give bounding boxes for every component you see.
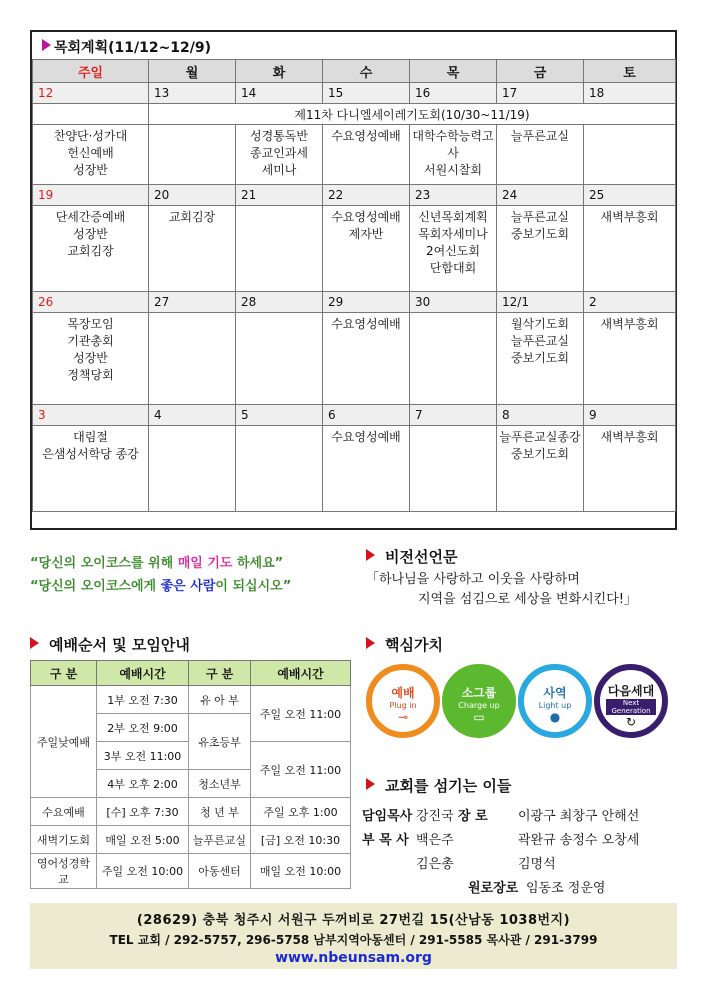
event-cell xyxy=(149,426,236,512)
date-cell: 13 xyxy=(149,83,236,104)
event-item: 월삭기도회 xyxy=(511,317,569,331)
triangle-bullet-icon xyxy=(42,39,51,51)
event-cell xyxy=(410,313,497,405)
event-cell xyxy=(323,426,410,512)
worship-table xyxy=(30,660,351,889)
event-cell xyxy=(236,206,323,292)
core-values-title: 핵심가치 xyxy=(385,636,443,654)
date-cell: 14 xyxy=(236,83,323,104)
event-cell xyxy=(410,206,497,292)
person-name: 김명석 xyxy=(518,857,556,872)
website-link[interactable]: www.nbeunsam.org xyxy=(275,950,432,966)
service-time: 4부 오후 2:00 xyxy=(97,770,189,798)
value-ministry xyxy=(518,664,592,738)
group-name: 유 아 부 xyxy=(189,686,251,714)
service-time: 2부 오전 9:00 xyxy=(97,714,189,742)
event-cell xyxy=(497,313,584,405)
date-cell: 22 xyxy=(323,185,410,206)
role-label: 부 목 사 xyxy=(362,833,409,848)
person-names: 곽완규 송정수 오창세 xyxy=(518,833,640,848)
event-cell xyxy=(33,206,149,292)
event-cell xyxy=(149,206,236,292)
weekday-wed: 수 xyxy=(323,60,410,83)
event-item: 은샘성서학당 종강 xyxy=(42,447,139,461)
event-cell xyxy=(236,125,323,185)
person-name: 강진국 xyxy=(416,809,454,824)
date-cell: 27 xyxy=(149,292,236,313)
date-row xyxy=(33,405,676,426)
cycle-icon: ↻ xyxy=(625,715,637,729)
service-name: 새벽기도회 xyxy=(31,826,97,854)
event-row xyxy=(33,125,676,185)
weekday-thu: 목 xyxy=(410,60,497,83)
date-cell: 18 xyxy=(584,83,676,104)
event-item: 늘푸른교실 xyxy=(511,210,569,224)
service-time: 3부 오전 11:00 xyxy=(97,742,189,770)
core-values-heading xyxy=(366,634,443,655)
date-row xyxy=(33,292,676,313)
date-cell: 20 xyxy=(149,185,236,206)
event-cell xyxy=(410,125,497,185)
weekday-row xyxy=(33,60,676,83)
event-item: 단합대회 xyxy=(429,261,477,275)
value-label: 사역 xyxy=(543,686,567,700)
triangle-bullet-icon xyxy=(366,637,375,649)
group-name: 청 년 부 xyxy=(189,798,251,826)
event-item: 교회김장 xyxy=(67,244,114,258)
quote-text: “당신의 오이코스에게 xyxy=(30,579,161,594)
person-name: 김은총 xyxy=(416,857,454,872)
col-header: 구 분 xyxy=(189,661,251,686)
date-cell: 17 xyxy=(497,83,584,104)
weekday-tue: 화 xyxy=(236,60,323,83)
event-item: 수요영성예배 xyxy=(331,317,401,331)
quote-text: 이 되십시오” xyxy=(215,579,292,594)
date-cell: 28 xyxy=(236,292,323,313)
event-cell xyxy=(236,313,323,405)
event-cell xyxy=(33,125,149,185)
event-cell xyxy=(236,426,323,512)
group-time: 주일 오전 11:00 xyxy=(251,686,351,742)
event-row xyxy=(33,426,676,512)
service-time: [수] 오후 7:30 xyxy=(97,798,189,826)
vision-title: 비전선언문 xyxy=(385,548,458,566)
event-cell xyxy=(33,426,149,512)
event-item: 제자반 xyxy=(348,227,384,241)
event-item: 성장반 xyxy=(73,351,108,365)
footer xyxy=(30,903,677,969)
event-item: 수요영성예배 xyxy=(331,430,401,444)
date-cell: 8 xyxy=(497,405,584,426)
value-subtitle: Charge up xyxy=(458,701,500,710)
servants-title: 교회를 섬기는 이들 xyxy=(385,777,512,795)
date-cell: 7 xyxy=(410,405,497,426)
weekday-fri: 금 xyxy=(497,60,584,83)
event-cell xyxy=(149,313,236,405)
group-name: 청소년부 xyxy=(189,770,251,798)
event-item: 기관총회 xyxy=(67,334,114,348)
value-subtitle: Plug in xyxy=(389,701,417,710)
quote-text: 하세요” xyxy=(232,556,284,571)
event-item: 새벽부흥회 xyxy=(600,317,659,331)
quote-highlight: 좋은 사람 xyxy=(160,579,216,594)
event-cell xyxy=(323,206,410,292)
plug-icon: ⊸ xyxy=(397,710,409,724)
daniel-prayer-banner: 제11차 다니엘세이레기도회(10/30~11/19) xyxy=(149,104,676,125)
event-cell xyxy=(33,313,149,405)
banner-row xyxy=(33,104,676,125)
event-cell xyxy=(149,125,236,185)
service-time: 1부 오전 7:30 xyxy=(97,686,189,714)
address: (28629) 충북 청주시 서원구 두꺼비로 27번길 15(산남동 1038번지) xyxy=(136,913,571,928)
role-label: 담임목사 xyxy=(362,809,413,824)
date-cell: 4 xyxy=(149,405,236,426)
servants-heading xyxy=(366,775,511,796)
vision-statement xyxy=(366,570,637,610)
event-item: 성장반 xyxy=(73,163,108,177)
date-row xyxy=(33,185,676,206)
event-item: 늘푸른교실종강 xyxy=(499,430,581,444)
date-cell: 12/1 xyxy=(497,292,584,313)
quote-good-person xyxy=(30,575,291,594)
event-item: 수요영성예배 xyxy=(331,129,401,143)
triangle-bullet-icon xyxy=(366,549,375,561)
calendar xyxy=(30,30,677,530)
event-cell xyxy=(584,125,676,185)
group-name: 아동센터 xyxy=(189,854,251,889)
event-item: 교회김장 xyxy=(168,210,216,224)
worship-title: 예배순서 및 모임안내 xyxy=(49,636,190,654)
event-item: 대학수학능력고사 xyxy=(412,129,494,160)
date-cell: 19 xyxy=(33,185,149,206)
event-item: 중보기도회 xyxy=(511,351,569,365)
event-item: 서원시찰회 xyxy=(424,163,482,177)
event-row xyxy=(33,206,676,292)
date-cell: 23 xyxy=(410,185,497,206)
date-cell: 6 xyxy=(323,405,410,426)
lightbulb-icon: ● xyxy=(549,710,561,724)
date-cell: 30 xyxy=(410,292,497,313)
group-time: 매일 오전 10:00 xyxy=(251,854,351,889)
date-cell: 9 xyxy=(584,405,676,426)
service-name: 영어성경학교 xyxy=(31,854,97,889)
person-names: 임동조 정운영 xyxy=(526,881,606,896)
col-header: 예배시간 xyxy=(97,661,189,686)
quote-pray xyxy=(30,552,283,571)
date-cell: 26 xyxy=(33,292,149,313)
event-item: 새벽부흥회 xyxy=(600,430,659,444)
event-item: 성경통독반 xyxy=(250,129,308,143)
value-label: 예배 xyxy=(391,686,415,700)
event-item: 신년목회계획 xyxy=(418,210,488,224)
group-time: [금] 오전 10:30 xyxy=(251,826,351,854)
value-next-generation xyxy=(594,664,668,738)
date-row xyxy=(33,83,676,104)
service-time: 매일 오전 5:00 xyxy=(97,826,189,854)
date-cell: 24 xyxy=(497,185,584,206)
quote-highlight: 매일 기도 xyxy=(177,556,233,571)
event-item: 대림절 xyxy=(73,430,108,444)
event-cell xyxy=(497,206,584,292)
calendar-title: 목회계획(11/12~12/9) xyxy=(54,40,212,56)
date-cell: 29 xyxy=(323,292,410,313)
value-label: 소그룹 xyxy=(461,686,497,700)
triangle-bullet-icon xyxy=(366,778,375,790)
event-item: 성장반 xyxy=(73,227,108,241)
value-label: 다음세대 xyxy=(607,684,655,698)
calendar-header xyxy=(32,32,675,60)
event-item: 수요영성예배 xyxy=(331,210,401,224)
phone-numbers: TEL 교회 / 292-5757, 296-5758 남부지역아동센터 / 291-5585 목사관 / 291-3799 xyxy=(109,933,598,947)
event-item: 세미나 xyxy=(261,163,297,177)
service-time: 주일 오전 10:00 xyxy=(97,854,189,889)
event-cell xyxy=(497,125,584,185)
value-subtitle: Light up xyxy=(538,701,572,710)
event-cell xyxy=(584,206,676,292)
event-item: 중보기도회 xyxy=(511,447,569,461)
event-item: 단세간증예배 xyxy=(55,210,126,224)
date-cell: 5 xyxy=(236,405,323,426)
vision-heading xyxy=(366,546,457,567)
value-subtitle: Next Generation xyxy=(606,699,656,715)
event-item: 새벽부흥회 xyxy=(600,210,659,224)
date-cell: 2 xyxy=(584,292,676,313)
event-row xyxy=(33,313,676,405)
person-names: 이광구 최창구 안해선 xyxy=(518,809,640,824)
value-smallgroup xyxy=(442,664,516,738)
triangle-bullet-icon xyxy=(30,637,39,649)
event-cell xyxy=(410,426,497,512)
date-cell: 25 xyxy=(584,185,676,206)
event-item: 헌신예배 xyxy=(67,146,114,160)
person-name: 백은주 xyxy=(416,833,454,848)
event-cell xyxy=(584,426,676,512)
date-cell: 21 xyxy=(236,185,323,206)
col-header: 예배시간 xyxy=(251,661,351,686)
event-item: 종교인과세 xyxy=(250,146,308,160)
col-header: 구 분 xyxy=(31,661,97,686)
group-name: 늘푸른교실 xyxy=(189,826,251,854)
event-item: 중보기도회 xyxy=(511,227,569,241)
role-label: 원로장로 xyxy=(468,881,519,896)
date-cell: 12 xyxy=(33,83,149,104)
calendar-table xyxy=(32,59,676,512)
weekday-sat: 토 xyxy=(584,60,676,83)
date-cell: 3 xyxy=(33,405,149,426)
value-worship xyxy=(366,664,440,738)
event-cell xyxy=(584,313,676,405)
service-name: 수요예배 xyxy=(31,798,97,826)
event-item: 2여신도회 xyxy=(425,244,480,258)
role-label: 장 로 xyxy=(458,809,488,824)
event-cell xyxy=(323,125,410,185)
group-time: 주일 오전 11:00 xyxy=(251,742,351,798)
event-cell xyxy=(323,313,410,405)
date-cell: 16 xyxy=(410,83,497,104)
core-values xyxy=(366,664,678,744)
vision-line: 「하나님을 사랑하고 이웃을 사랑하며 xyxy=(366,572,580,587)
quote-text: “당신의 오이코스를 위해 xyxy=(30,556,178,571)
event-cell xyxy=(497,426,584,512)
group-name: 유초등부 xyxy=(189,714,251,770)
sunday-service-label: 주일낮예배 xyxy=(31,686,97,798)
battery-icon: ▭ xyxy=(473,710,485,724)
event-item: 찬양단·성가대 xyxy=(53,129,128,143)
weekday-mon: 월 xyxy=(149,60,236,83)
date-cell: 15 xyxy=(323,83,410,104)
event-item: 목장모임 xyxy=(67,317,114,331)
event-item: 늘푸른교실 xyxy=(511,334,569,348)
event-item: 늘푸른교실 xyxy=(511,129,569,143)
event-item: 정책당회 xyxy=(67,368,114,382)
event-item: 목회자세미나 xyxy=(418,227,488,241)
group-time: 주일 오후 1:00 xyxy=(251,798,351,826)
weekday-sun: 주일 xyxy=(33,60,149,83)
worship-heading xyxy=(30,634,190,655)
vision-line: 지역을 섬김으로 세상을 변화시킨다!」 xyxy=(418,592,637,607)
